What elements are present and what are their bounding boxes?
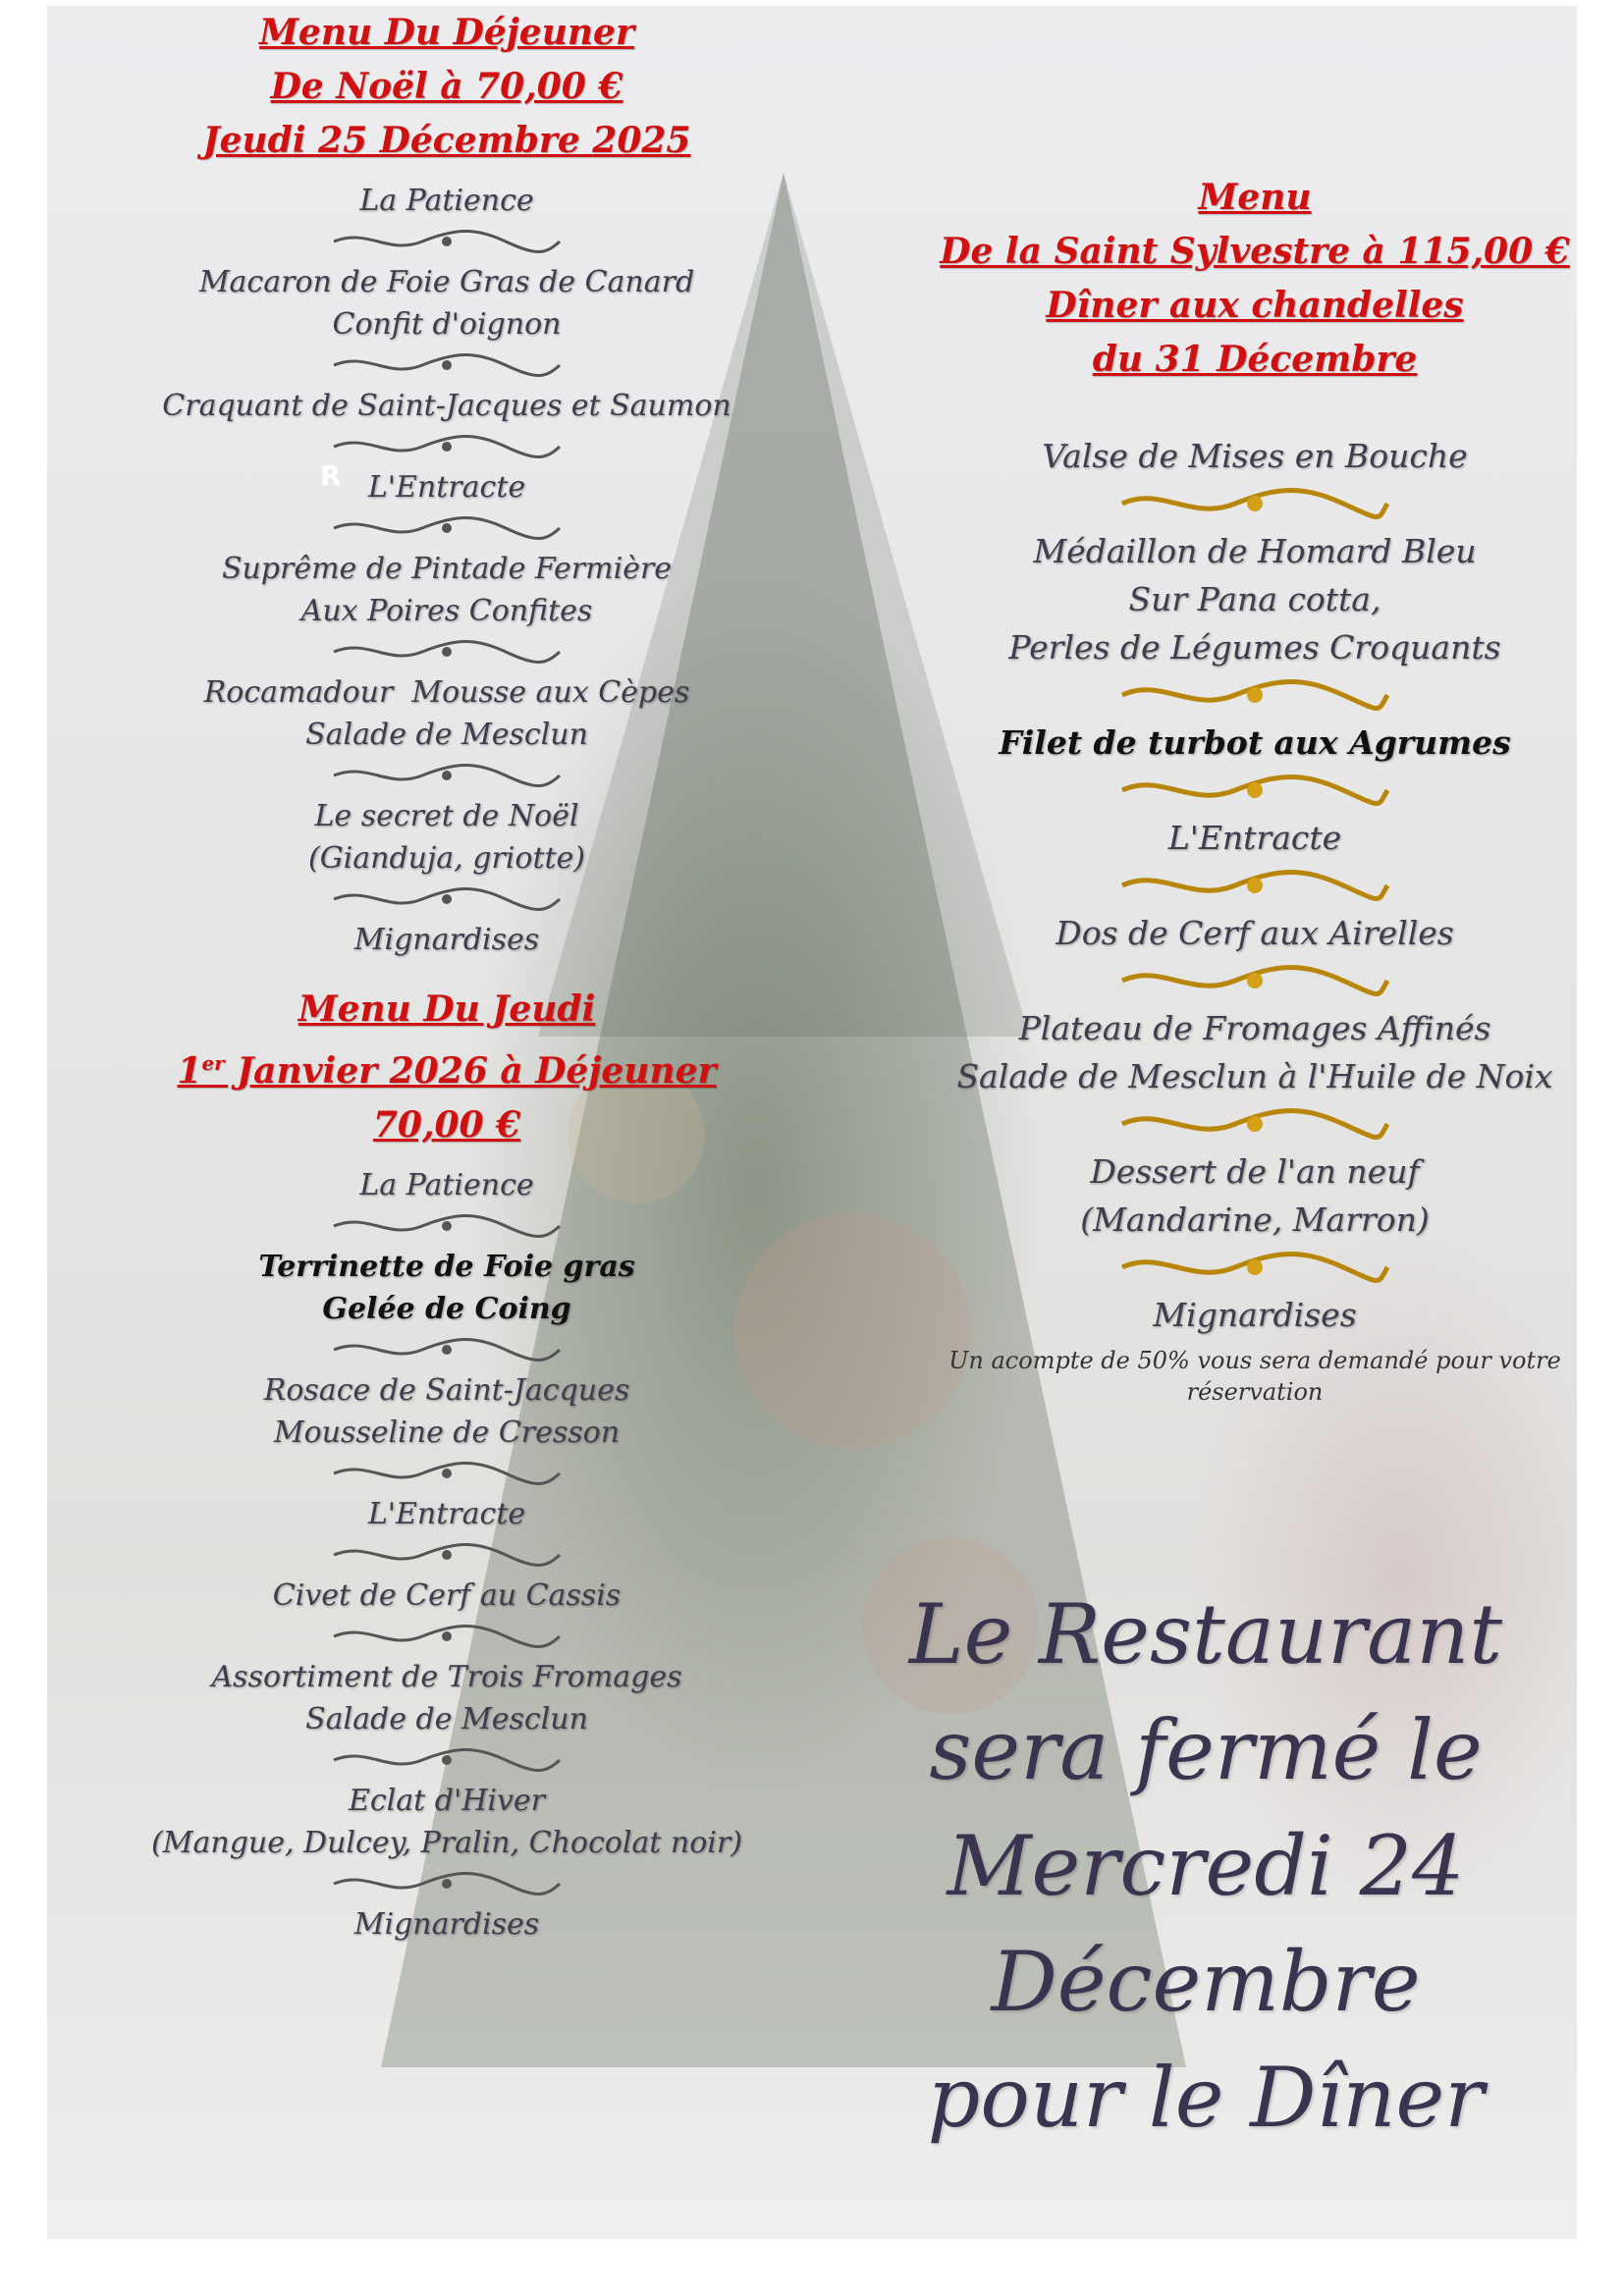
course-line: (Mangue, Dulcey, Pralin, Chocolat noir) bbox=[151, 1826, 742, 1860]
gold-ornament-divider-icon bbox=[1117, 677, 1392, 713]
christmas-menu-title-2: De Noël à 70,00 € bbox=[270, 66, 623, 107]
course-line: Rocamadour Mousse aux Cèpes bbox=[203, 675, 690, 710]
closure-line: Le Restaurant bbox=[908, 1586, 1503, 1682]
course-line: Rosace de Saint-Jacques bbox=[263, 1373, 630, 1408]
course-line: Aux Poires Confites bbox=[300, 594, 593, 628]
course-line: Le secret de Noël bbox=[314, 799, 579, 833]
ornament-divider-icon bbox=[329, 433, 565, 460]
sylvestre-menu-title-2: De la Saint Sylvestre à 115,00 € bbox=[940, 231, 1570, 272]
course-line: Salade de Mesclun bbox=[305, 1702, 588, 1736]
course-line: (Mandarine, Marron) bbox=[1080, 1201, 1430, 1239]
closure-line: pour le Dîner bbox=[927, 2050, 1485, 2146]
christmas-menu-title-3: Jeudi 25 Décembre 2025 bbox=[202, 120, 691, 161]
ornament-divider-icon bbox=[329, 1870, 565, 1897]
course-line: Filet de turbot aux Agrumes bbox=[999, 723, 1511, 762]
ornament-divider-icon bbox=[329, 514, 565, 542]
course-line: Assortiment de Trois Fromages bbox=[211, 1660, 682, 1694]
course-line: Mignardises bbox=[353, 1907, 540, 1942]
ornament-divider-icon bbox=[329, 1212, 565, 1240]
new-year-lunch-menu bbox=[108, 983, 785, 1946]
sylvestre-menu-title-1: Menu bbox=[1198, 177, 1312, 218]
course-line: Salade de Mesclun à l'Huile de Noix bbox=[956, 1057, 1553, 1095]
course-line: (Gianduja, griotte) bbox=[307, 841, 586, 876]
closure-line: Mercredi 24 Décembre bbox=[947, 1818, 1465, 2030]
course-line: L'Entracte bbox=[1167, 819, 1342, 857]
ornament-divider-icon bbox=[329, 1623, 565, 1650]
course-line: Gelée de Coing bbox=[322, 1292, 571, 1326]
course-line: L'Entracte bbox=[367, 470, 526, 505]
course-line: L'Entracte bbox=[367, 1497, 526, 1531]
deposit-note: Un acompte de 50% vous sera demandé pour votre réservation bbox=[948, 1347, 1561, 1406]
course-line: Salade de Mesclun bbox=[305, 718, 588, 752]
closure-line: sera fermé le bbox=[929, 1702, 1483, 1798]
gold-ornament-divider-icon bbox=[1117, 1250, 1392, 1285]
gold-ornament-divider-icon bbox=[1117, 868, 1392, 903]
ornament-divider-icon bbox=[329, 1336, 565, 1363]
course-line: Perles de Légumes Croquants bbox=[1008, 628, 1501, 667]
christmas-menu bbox=[108, 6, 785, 961]
course-line: Plateau de Fromages Affinés bbox=[1018, 1009, 1491, 1047]
stray-letter: R bbox=[320, 459, 342, 492]
course-line: Médaillon de Homard Bleu bbox=[1033, 532, 1477, 570]
ornament-divider-icon bbox=[329, 1460, 565, 1487]
jeudi-menu-title-2: 1er Janvier 2026 à Déjeuner bbox=[177, 1050, 717, 1092]
gold-ornament-divider-icon bbox=[1117, 486, 1392, 521]
ornament-divider-icon bbox=[329, 885, 565, 913]
christmas-menu-title-1: Menu Du Déjeuner bbox=[259, 12, 634, 53]
gold-ornament-divider-icon bbox=[1117, 1106, 1392, 1142]
course-line: Mousseline de Cresson bbox=[273, 1415, 621, 1450]
course-line: Valse de Mises en Bouche bbox=[1042, 437, 1468, 475]
ornament-divider-icon bbox=[329, 762, 565, 789]
left-column bbox=[108, 6, 785, 1946]
course-line: Sur Pana cotta, bbox=[1128, 580, 1381, 618]
sylvestre-menu-title-4: du 31 Décembre bbox=[1092, 339, 1418, 380]
course-line: Macaron de Foie Gras de Canard bbox=[198, 265, 695, 299]
course-line: Eclat d'Hiver bbox=[348, 1784, 546, 1818]
course-line: Terrinette de Foie gras bbox=[258, 1250, 635, 1284]
course-line: Mignardises bbox=[353, 923, 540, 957]
jeudi-menu-title-1: Menu Du Jeudi bbox=[298, 988, 596, 1030]
gold-ornament-divider-icon bbox=[1117, 773, 1392, 808]
course-line: Confit d'oignon bbox=[332, 307, 562, 342]
course-line: Suprême de Pintade Fermière bbox=[221, 552, 673, 586]
course-line: La Patience bbox=[359, 184, 534, 218]
ornament-divider-icon bbox=[329, 1746, 565, 1774]
course-line: Civet de Cerf au Cassis bbox=[272, 1578, 622, 1613]
ornament-divider-icon bbox=[329, 351, 565, 379]
ornament-divider-icon bbox=[329, 1541, 565, 1569]
course-line: Craquant de Saint-Jacques et Saumon bbox=[162, 389, 731, 423]
closure-notice bbox=[734, 1576, 1577, 2156]
menu-page bbox=[47, 6, 1577, 2239]
sylvestre-menu-title-3: Dîner aux chandelles bbox=[1046, 285, 1464, 326]
ornament-divider-icon bbox=[329, 228, 565, 255]
gold-ornament-divider-icon bbox=[1117, 963, 1392, 998]
saint-sylvestre-menu bbox=[882, 171, 1577, 1408]
course-line: Mignardises bbox=[1153, 1296, 1357, 1334]
course-line: Dos de Cerf aux Airelles bbox=[1056, 914, 1454, 952]
jeudi-menu-title-3: 70,00 € bbox=[372, 1104, 521, 1146]
ornament-divider-icon bbox=[329, 638, 565, 666]
course-line: Dessert de l'an neuf bbox=[1090, 1152, 1420, 1191]
course-line: La Patience bbox=[359, 1168, 534, 1202]
